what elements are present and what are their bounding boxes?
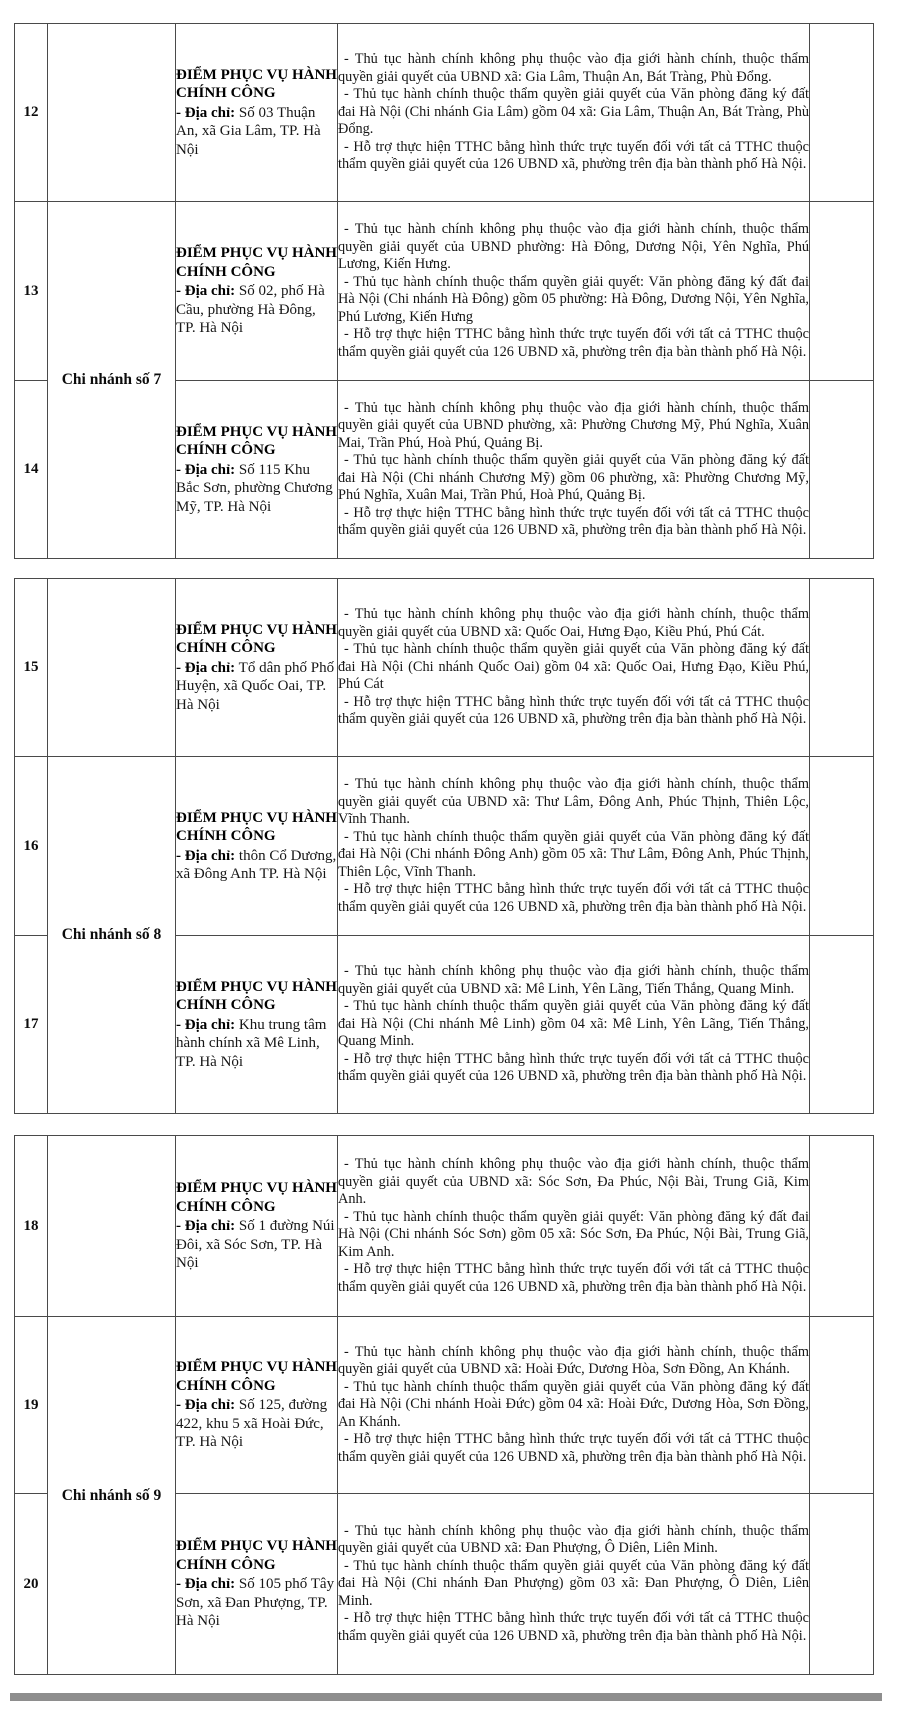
detail-item: - Thủ tục hành chính thuộc thẩm quyền giải quyết của Văn phòng đăng ký đất đai Hà Nội (Chi nhánh Hoài Đức) gồm 04 xã: Hoài Đức, Dương Hòa, Sơn Đồng, An Khánh. [338, 1378, 809, 1430]
detail-item: - Thủ tục hành chính không phụ thuộc vào địa giới hành chính, thuộc thẩm quyền giải quyết của UBND xã: Sóc Sơn, Đa Phúc, Nội Bài, Trung Giã, Kim Anh. [338, 1156, 809, 1207]
details-cell [338, 1494, 810, 1675]
next-table-top-edge [10, 1693, 882, 1701]
address-label: - Địa chỉ: [176, 1397, 236, 1414]
service-point-address [176, 1016, 337, 1072]
service-point-cell [176, 202, 338, 381]
notes-cell [810, 936, 874, 1114]
table-block-2 [14, 578, 874, 1114]
detail-item: - Hỗ trợ thực hiện TTHC bằng hình thức trực tuyến đối với tất cả TTHC thuộc thẩm quyền giải quyết của 126 UBND xã, phường trên địa bàn thành phố Hà Nội. [338, 326, 809, 360]
detail-item: - Thủ tục hành chính thuộc thẩm quyền giải quyết của Văn phòng đăng ký đất đai Hà Nội (Chi nhánh Chương Mỹ) gồm 06 phường, xã: Phường Chương Mỹ, Phú Nghĩa, Xuân Mai, Trần Phú, Hoà Phú, Quảng Bị. [338, 452, 809, 503]
address-label: - Địa chỉ: [176, 847, 236, 864]
service-point-cell [176, 1136, 338, 1317]
address-text: thôn Cổ Dương, xã Đông Anh TP. Hà Nội [176, 847, 337, 882]
service-point-title: ĐIỂM PHỤC VỤ HÀNH CHÍNH CÔNG [176, 809, 337, 844]
service-point-title: ĐIỂM PHỤC VỤ HÀNH CHÍNH CÔNG [176, 621, 337, 657]
address-label: - Địa chỉ: [176, 659, 236, 676]
detail-item: - Thủ tục hành chính không phụ thuộc vào địa giới hành chính, thuộc thẩm quyền giải quyết của UBND xã: Mê Linh, Yên Lãng, Tiến Thắng, Quang Minh. [338, 963, 809, 997]
detail-item: - Thủ tục hành chính không phụ thuộc vào địa giới hành chính, thuộc thẩm quyền giải quyết của UBND xã: Thư Lâm, Đông Anh, Phúc Thịnh, Thiên Lộc, Vĩnh Thanh. [338, 776, 809, 827]
notes-cell [810, 202, 874, 381]
table-row [15, 1317, 874, 1494]
service-point-cell [176, 381, 338, 559]
address-label: - Địa chỉ: [176, 461, 236, 478]
address-label: - Địa chỉ: [176, 283, 236, 300]
service-point-address [176, 659, 337, 715]
branch-cell [48, 202, 176, 559]
branch-cell [48, 757, 176, 1114]
detail-item: - Thủ tục hành chính thuộc thẩm quyền giải quyết của Văn phòng đăng ký đất đai Hà Nội (Chi nhánh Đông Anh) gồm 05 xã: Thư Lâm, Đông Anh, Phúc Thịnh, Thiên Lộc, Vĩnh Thanh. [338, 828, 809, 880]
service-point-title: ĐIỂM PHỤC VỤ HÀNH CHÍNH CÔNG [176, 978, 337, 1014]
notes-cell [810, 1136, 874, 1317]
table-row [15, 24, 874, 202]
row-number-cell: 18 [15, 1136, 48, 1317]
row-number-cell: 20 [15, 1494, 48, 1675]
service-point-title: ĐIỂM PHỤC VỤ HÀNH CHÍNH CÔNG [176, 1359, 337, 1394]
detail-item: - Thủ tục hành chính thuộc thẩm quyền giải quyết: Văn phòng đăng ký đất đai Hà Nội (Chi nhánh Sóc Sơn) gồm 05 xã: Sóc Sơn, Đa Phúc, Nội Bài, Trung Giã, Kim Anh. [338, 1208, 809, 1260]
notes-cell [810, 757, 874, 936]
detail-item: - Thủ tục hành chính thuộc thẩm quyền giải quyết của Văn phòng đăng ký đất đai Hà Nội (Chi nhánh Gia Lâm) gồm 04 xã: Gia Lâm, Thuận An, Bát Tràng, Phù Đổng. [338, 86, 809, 138]
table-row [15, 202, 874, 381]
details-cell [338, 1317, 810, 1494]
row-number-cell: 13 [15, 202, 48, 381]
address-text: Số 105 phố Tây Sơn, xã Đan Phượng, TP. Hà Nội [176, 1576, 335, 1630]
service-point-cell [176, 579, 338, 757]
detail-item: - Thủ tục hành chính thuộc thẩm quyền giải quyết của Văn phòng đăng ký đất đai Hà Nội (Chi nhánh Đan Phượng) gồm 03 xã: Đan Phượng, Ô Diên, Liên Minh. [338, 1557, 809, 1609]
detail-item: - Thủ tục hành chính thuộc thẩm quyền giải quyết: Văn phòng đăng ký đất đai Hà Nội (Chi nhánh Hà Đông) gồm 05 phường: Hà Đông, Dương Nội, Yên Nghĩa, Phú Lương, Kiến Hưng [338, 273, 809, 325]
service-point-cell [176, 1317, 338, 1494]
details-cell [338, 1136, 810, 1317]
address-text: Số 03 Thuận An, xã Gia Lâm, TP. Hà Nội [176, 104, 321, 158]
service-point-title: ĐIỂM PHỤC VỤ HÀNH CHÍNH CÔNG [176, 1538, 337, 1573]
address-label: - Địa chỉ: [176, 1576, 236, 1593]
details-cell [338, 24, 810, 202]
table-block-1 [14, 23, 874, 559]
detail-item: - Thủ tục hành chính thuộc thẩm quyền giải quyết của Văn phòng đăng ký đất đai Hà Nội (Chi nhánh Mê Linh) gồm 04 xã: Mê Linh, Yên Lãng, Tiến Thắng, Quang Minh. [338, 998, 809, 1050]
details-cell [338, 936, 810, 1114]
table-row [15, 757, 874, 936]
address-label: - Địa chỉ: [176, 1016, 236, 1033]
details-cell [338, 757, 810, 936]
service-point-title: ĐIỂM PHỤC VỤ HÀNH CHÍNH CÔNG [176, 66, 337, 102]
service-point-cell [176, 757, 338, 936]
notes-cell [810, 24, 874, 202]
service-point-address [176, 1396, 337, 1452]
address-label: - Địa chỉ: [176, 104, 236, 121]
detail-item: - Hỗ trợ thực hiện TTHC bằng hình thức trực tuyến đối với tất cả TTHC thuộc thẩm quyền giải quyết của 126 UBND xã, phường trên địa bàn thành phố Hà Nội. [338, 1431, 809, 1465]
detail-item: - Thủ tục hành chính không phụ thuộc vào địa giới hành chính, thuộc thẩm quyền giải quyết của UBND xã: Hoài Đức, Dương Hòa, Sơn Đồng, An Khánh. [338, 1343, 809, 1378]
detail-item: - Hỗ trợ thực hiện TTHC bằng hình thức trực tuyến đối với tất cả TTHC thuộc thẩm quyền giải quyết của 126 UBND xã, phường trên địa bàn thành phố Hà Nội. [338, 138, 809, 173]
row-number-cell: 16 [15, 757, 48, 936]
detail-item: - Thủ tục hành chính thuộc thẩm quyền giải quyết của Văn phòng đăng ký đất đai Hà Nội (Chi nhánh Quốc Oai) gồm 04 xã: Quốc Oai, Hưng Đạo, Kiều Phú, Phú Cát [338, 641, 809, 693]
branch-label: Chi nhánh số 9 [61, 1486, 162, 1504]
address-text: Số 1 đường Núi Đôi, xã Sóc Sơn, TP. Hà Nội [176, 1218, 335, 1272]
details-cell [338, 202, 810, 381]
notes-cell [810, 381, 874, 559]
address-text: Số 02, phố Hà Cầu, phường Hà Đông, TP. Hà Nội [176, 283, 325, 337]
branch-cell [48, 1136, 176, 1317]
address-text: Khu trung tâm hành chính xã Mê Linh, TP. Hà Nội [176, 1016, 327, 1070]
service-point-cell [176, 936, 338, 1114]
service-point-title: ĐIỂM PHỤC VỤ HÀNH CHÍNH CÔNG [176, 423, 337, 459]
detail-item: - Hỗ trợ thực hiện TTHC bằng hình thức trực tuyến đối với tất cả TTHC thuộc thẩm quyền giải quyết của 126 UBND xã, phường trên địa bàn thành phố Hà Nội. [338, 693, 809, 728]
detail-item: - Thủ tục hành chính không phụ thuộc vào địa giới hành chính, thuộc thẩm quyền giải quyết của UBND xã: Gia Lâm, Thuận An, Bát Tràng, Phù Đổng. [338, 51, 809, 85]
service-point-address [176, 1217, 337, 1273]
detail-item: - Thủ tục hành chính không phụ thuộc vào địa giới hành chính, thuộc thẩm quyền giải quyết của UBND xã: Đan Phượng, Ô Diên, Liên Minh. [338, 1522, 809, 1557]
row-number-cell: 15 [15, 579, 48, 757]
detail-item: - Thủ tục hành chính không phụ thuộc vào địa giới hành chính, thuộc thẩm quyền giải quyết của UBND xã: Quốc Oai, Hưng Đạo, Kiều Phú, Phú Cát. [338, 606, 809, 640]
details-cell [338, 381, 810, 559]
detail-item: - Thủ tục hành chính không phụ thuộc vào địa giới hành chính, thuộc thẩm quyền giải quyết của UBND phường, xã: Phường Chương Mỹ, Phú Nghĩa, Xuân Mai, Trần Phú, Hoà Phú, Quảng Bị. [338, 399, 809, 451]
row-number-cell: 14 [15, 381, 48, 559]
service-point-cell [176, 1494, 338, 1675]
detail-item: - Hỗ trợ thực hiện TTHC bằng hình thức trực tuyến đối với tất cả TTHC thuộc thẩm quyền giải quyết của 126 UBND xã, phường trên địa bàn thành phố Hà Nội. [338, 504, 809, 538]
address-text: Số 115 Khu Bắc Sơn, phường Chương Mỹ, TP. Hà Nội [176, 461, 333, 515]
branch-cell [48, 24, 176, 202]
detail-item: - Hỗ trợ thực hiện TTHC bằng hình thức trực tuyến đối với tất cả TTHC thuộc thẩm quyền giải quyết của 126 UBND xã, phường trên địa bàn thành phố Hà Nội. [338, 881, 809, 915]
detail-item: - Thủ tục hành chính không phụ thuộc vào địa giới hành chính, thuộc thẩm quyền giải quyết của UBND phường: Hà Đông, Dương Nội, Yên Nghĩa, Phú Lương, Kiến Hưng. [338, 221, 809, 272]
address-text: Tổ dân phố Phố Huyện, xã Quốc Oai, TP. Hà Nội [176, 659, 335, 713]
detail-item: - Hỗ trợ thực hiện TTHC bằng hình thức trực tuyến đối với tất cả TTHC thuộc thẩm quyền giải quyết của 126 UBND xã, phường trên địa bàn thành phố Hà Nội. [338, 1261, 809, 1295]
row-number-cell: 19 [15, 1317, 48, 1494]
table-row [15, 579, 874, 757]
service-point-title: ĐIỂM PHỤC VỤ HÀNH CHÍNH CÔNG [176, 245, 337, 280]
branch-cell [48, 579, 176, 757]
row-number-cell: 17 [15, 936, 48, 1114]
table-row [15, 1136, 874, 1317]
detail-item: - Hỗ trợ thực hiện TTHC bằng hình thức trực tuyến đối với tất cả TTHC thuộc thẩm quyền giải quyết của 126 UBND xã, phường trên địa bàn thành phố Hà Nội. [338, 1050, 809, 1085]
detail-item: - Hỗ trợ thực hiện TTHC bằng hình thức trực tuyến đối với tất cả TTHC thuộc thẩm quyền giải quyết của 126 UBND xã, phường trên địa bàn thành phố Hà Nội. [338, 1610, 809, 1644]
branch-label: Chi nhánh số 8 [61, 926, 162, 943]
row-number-cell: 12 [15, 24, 48, 202]
notes-cell [810, 579, 874, 757]
branch-cell [48, 1317, 176, 1675]
table-block-3 [14, 1135, 874, 1675]
address-label: - Địa chỉ: [176, 1218, 236, 1235]
service-point-title: ĐIỂM PHỤC VỤ HÀNH CHÍNH CÔNG [176, 1180, 337, 1215]
service-point-address [176, 461, 337, 517]
service-point-address [176, 1575, 337, 1631]
notes-cell [810, 1317, 874, 1494]
service-point-address [176, 847, 337, 884]
service-point-cell [176, 24, 338, 202]
notes-cell [810, 1494, 874, 1675]
branch-label: Chi nhánh số 7 [61, 371, 162, 388]
service-point-address [176, 282, 337, 338]
service-point-address [176, 104, 337, 160]
address-text: Số 125, đường 422, khu 5 xã Hoài Đức, TP. Hà Nội [176, 1397, 328, 1451]
details-cell [338, 579, 810, 757]
